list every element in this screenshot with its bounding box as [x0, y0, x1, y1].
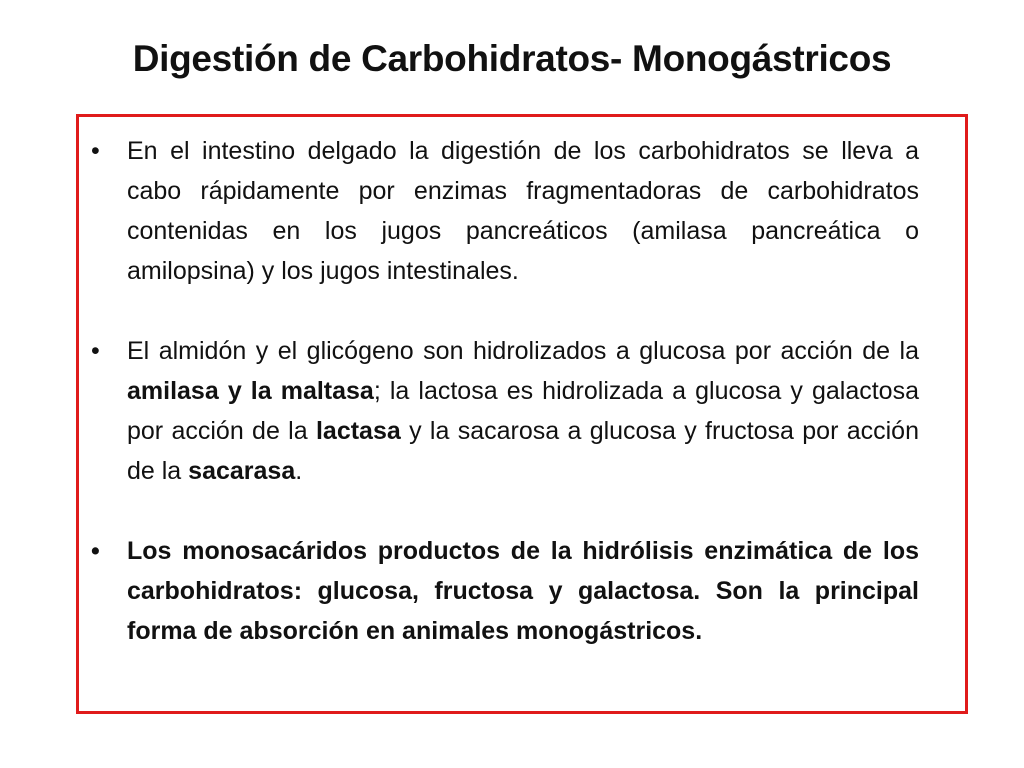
bullet-text-segment: ; la lactosa es hidrolizada a glucosa y galactosa por acción de la [127, 377, 919, 445]
bullet-dot-icon: • [91, 137, 100, 165]
bullet-text-segment: . [295, 457, 303, 485]
bullet-bold-term: sacarasa [188, 457, 296, 485]
bullet-bold-term: lactasa [315, 417, 401, 445]
bullet-dot-icon: • [91, 337, 100, 365]
bullet-item-3 [91, 531, 919, 651]
bullet-item-2 [91, 331, 919, 491]
bullet-text: Los monosacáridos productos de la hidrólisis enzimática de los carbohidratos: glucosa, fructosa y galactosa. Son la principal forma de absorción en animales monogástricos. [127, 537, 919, 645]
slide-title: Digestión de Carbohidratos- Monogástricos [132, 38, 892, 79]
bullet-bold-term: amilasa y la maltasa [127, 377, 374, 405]
bullet-list [91, 131, 919, 651]
bullet-text-segment: y la sacarosa a glucosa y fructosa por acción de la [127, 417, 919, 485]
bullet-dot-icon: • [91, 537, 100, 565]
bullet-text-segment: El almidón y el glicógeno son hidrolizados a glucosa por acción de la [127, 337, 919, 365]
bullet-text: En el intestino delgado la digestión de los carbohidratos se lleva a cabo rápidamente por enzimas fragmentadoras de carbohidratos contenidas en los jugos pancreáticos (amilasa pancreática o amilopsina) y los jugos intestinales. [127, 137, 919, 285]
content-box [76, 114, 968, 714]
bullet-item-1 [91, 131, 919, 291]
